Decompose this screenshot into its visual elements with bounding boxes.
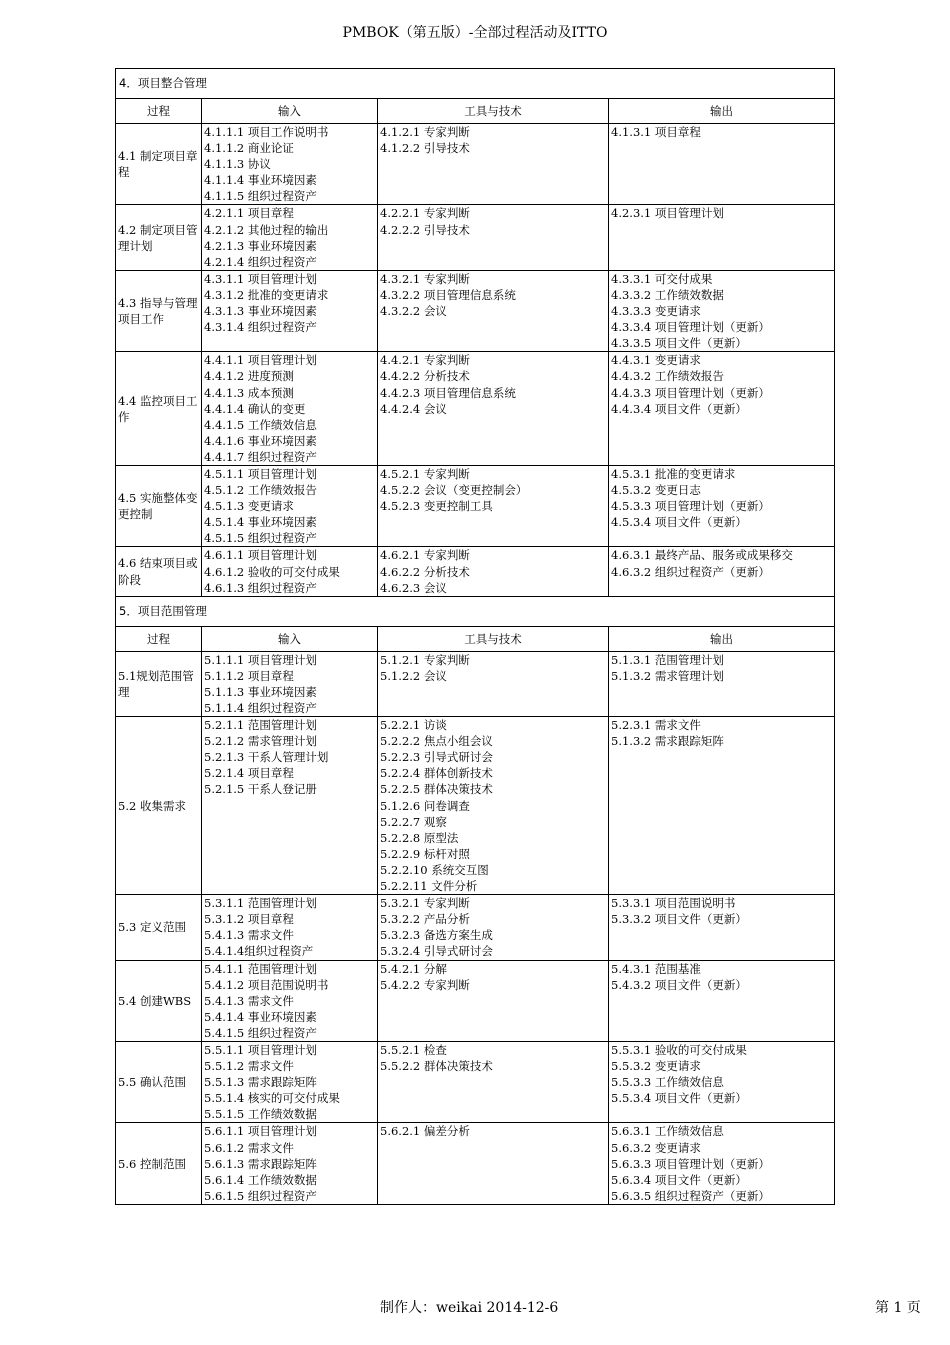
input-item: 4.3.1.2 批准的变更请求 <box>204 287 329 302</box>
table-row <box>116 547 835 596</box>
page-title: PMBOK（第五版）-全部过程活动及ITTO <box>342 25 608 41</box>
inputs-cell <box>202 895 378 960</box>
input-item: 5.6.1.2 需求文件 <box>204 1140 294 1155</box>
tools-cell <box>378 205 609 270</box>
header-outputs: 输出 <box>609 99 835 124</box>
tools-cell <box>378 960 609 1041</box>
tool-item: 5.6.2.1 偏差分析 <box>380 1124 470 1139</box>
table-row <box>116 465 835 546</box>
input-item: 5.5.1.2 需求文件 <box>204 1059 294 1074</box>
input-item: 4.5.1.5 组织过程资产 <box>204 531 317 546</box>
output-item: 4.4.3.1 变更请求 <box>611 353 701 368</box>
table-row <box>116 960 835 1041</box>
header-inputs: 输入 <box>202 99 378 124</box>
input-item: 5.6.1.3 需求跟踪矩阵 <box>204 1156 317 1171</box>
input-item: 5.1.1.3 事业环境因素 <box>204 684 317 699</box>
input-item: 5.2.1.5 干系人登记册 <box>204 782 317 797</box>
tool-item: 5.2.2.2 焦点小组会议 <box>380 734 493 749</box>
inputs-cell <box>202 1041 378 1122</box>
tool-item: 4.3.2.2 会议 <box>380 304 447 319</box>
input-item: 4.5.1.1 项目管理计划 <box>204 466 317 481</box>
input-item: 4.2.1.2 其他过程的输出 <box>204 222 329 237</box>
table-row <box>116 352 835 466</box>
process-cell: 4.4 监控项目工作 <box>116 352 202 466</box>
tool-item: 5.2.2.7 观察 <box>380 814 447 829</box>
tools-cell <box>378 1041 609 1122</box>
output-item: 4.3.3.5 项目文件（更新） <box>611 336 747 351</box>
tool-item: 4.3.2.2 项目管理信息系统 <box>380 287 516 302</box>
input-item: 4.4.1.2 进度预测 <box>204 369 294 384</box>
tool-item: 4.4.2.3 项目管理信息系统 <box>380 385 516 400</box>
output-item: 5.6.3.5 组织过程资产（更新） <box>611 1188 770 1203</box>
outputs-cell <box>609 205 835 270</box>
process-cell: 4.6 结束项目或阶段 <box>116 547 202 596</box>
input-item: 4.1.1.3 协议 <box>204 157 271 172</box>
output-item: 4.5.3.3 项目管理计划（更新） <box>611 499 770 514</box>
tool-item: 4.6.2.1 专家判断 <box>380 548 470 563</box>
outputs-cell <box>609 960 835 1041</box>
input-item: 5.6.1.5 组织过程资产 <box>204 1188 317 1203</box>
output-item: 5.3.3.1 项目范围说明书 <box>611 896 736 911</box>
input-item: 4.5.1.2 工作绩效报告 <box>204 483 317 498</box>
output-item: 4.5.3.2 变更日志 <box>611 483 701 498</box>
tools-cell <box>378 465 609 546</box>
outputs-cell <box>609 270 835 351</box>
table-row <box>116 124 835 205</box>
inputs-cell <box>202 205 378 270</box>
input-item: 4.1.1.5 组织过程资产 <box>204 189 317 204</box>
process-cell: 5.3 定义范围 <box>116 895 202 960</box>
input-item: 5.3.1.2 项目章程 <box>204 912 294 927</box>
tool-item: 4.2.2.1 专家判断 <box>380 206 470 221</box>
input-item: 5.1.1.1 项目管理计划 <box>204 652 317 667</box>
header-process: 过程 <box>116 99 202 124</box>
section-row <box>116 596 835 626</box>
output-item: 5.5.3.2 变更请求 <box>611 1059 701 1074</box>
tool-item: 4.2.2.2 引导技术 <box>380 222 470 237</box>
outputs-cell <box>609 124 835 205</box>
outputs-cell <box>609 1123 835 1204</box>
tool-item: 5.3.2.2 产品分析 <box>380 912 470 927</box>
table-row <box>116 1123 835 1204</box>
input-item: 4.2.1.3 事业环境因素 <box>204 238 317 253</box>
tool-item: 4.4.2.4 会议 <box>380 401 447 416</box>
tool-item: 4.1.2.1 专家判断 <box>380 125 470 139</box>
input-item: 5.5.1.3 需求跟踪矩阵 <box>204 1075 317 1090</box>
process-cell: 5.2 收集需求 <box>116 717 202 895</box>
tool-item: 4.6.2.2 分析技术 <box>380 564 470 579</box>
table-row <box>116 1041 835 1122</box>
input-item: 5.4.1.3 需求文件 <box>204 993 294 1008</box>
input-item: 4.1.1.4 事业环境因素 <box>204 173 317 188</box>
output-item: 5.5.3.3 工作绩效信息 <box>611 1075 724 1090</box>
outputs-cell <box>609 465 835 546</box>
inputs-cell <box>202 124 378 205</box>
tools-cell <box>378 547 609 596</box>
input-item: 5.4.1.2 项目范围说明书 <box>204 977 329 992</box>
input-item: 4.3.1.1 项目管理计划 <box>204 271 317 286</box>
tool-item: 5.2.2.4 群体创新技术 <box>380 766 493 781</box>
tool-item: 4.4.2.2 分析技术 <box>380 369 470 384</box>
tool-item: 5.2.2.10 系统交互图 <box>380 862 489 877</box>
outputs-cell <box>609 1041 835 1122</box>
input-item: 4.6.1.3 组织过程资产 <box>204 580 317 595</box>
table-row <box>116 205 835 270</box>
input-item: 5.4.1.4 事业环境因素 <box>204 1009 317 1024</box>
input-item: 5.3.1.1 范围管理计划 <box>204 896 317 911</box>
output-item: 5.1.3.2 需求跟踪矩阵 <box>611 734 724 749</box>
inputs-cell <box>202 352 378 466</box>
table-row <box>116 895 835 960</box>
output-item: 4.3.3.4 项目管理计划（更新） <box>611 320 770 335</box>
tool-item: 5.5.2.1 检查 <box>380 1042 447 1057</box>
tool-item: 5.3.2.1 专家判断 <box>380 896 470 911</box>
tools-cell <box>378 717 609 895</box>
outputs-cell <box>609 717 835 895</box>
output-item: 4.3.3.1 可交付成果 <box>611 271 713 286</box>
output-item: 5.6.3.3 项目管理计划（更新） <box>611 1156 770 1171</box>
input-item: 4.5.1.4 事业环境因素 <box>204 515 317 530</box>
header-row <box>116 626 835 651</box>
tool-item: 5.2.2.5 群体决策技术 <box>380 782 493 797</box>
output-item: 4.6.3.2 组织过程资产（更新） <box>611 564 770 579</box>
outputs-cell <box>609 651 835 716</box>
output-item: 5.6.3.1 工作绩效信息 <box>611 1124 724 1139</box>
page-number: 第 1 页 <box>875 1300 921 1316</box>
output-item: 5.5.3.1 验收的可交付成果 <box>611 1042 747 1057</box>
output-item: 4.6.3.1 最终产品、服务或成果移交 <box>611 548 793 563</box>
input-item: 5.2.1.3 干系人管理计划 <box>204 750 329 765</box>
input-item: 4.2.1.1 项目章程 <box>204 206 294 221</box>
output-item: 4.5.3.4 项目文件（更新） <box>611 515 747 530</box>
header-tools: 工具与技术 <box>378 99 609 124</box>
input-item: 4.1.1.1 项目工作说明书 <box>204 125 329 139</box>
tool-item: 5.2.2.9 标杆对照 <box>380 846 470 861</box>
tool-item: 4.4.2.1 专家判断 <box>380 353 470 368</box>
tools-cell <box>378 651 609 716</box>
output-item: 5.1.3.2 需求管理计划 <box>611 668 724 683</box>
input-item: 4.3.1.4 组织过程资产 <box>204 320 317 335</box>
tools-cell <box>378 124 609 205</box>
input-item: 4.3.1.3 事业环境因素 <box>204 304 317 319</box>
process-cell: 4.2 制定项目管理计划 <box>116 205 202 270</box>
input-item: 4.4.1.6 事业环境因素 <box>204 433 317 448</box>
input-item: 4.4.1.5 工作绩效信息 <box>204 417 317 432</box>
tool-item: 4.1.2.2 引导技术 <box>380 141 470 156</box>
inputs-cell <box>202 465 378 546</box>
inputs-cell <box>202 1123 378 1204</box>
inputs-cell <box>202 717 378 895</box>
input-item: 4.6.1.1 项目管理计划 <box>204 548 317 563</box>
input-item: 5.4.1.1 范围管理计划 <box>204 961 317 976</box>
output-item: 4.4.3.3 项目管理计划（更新） <box>611 385 770 400</box>
input-item: 5.4.1.3 需求文件 <box>204 928 294 943</box>
inputs-cell <box>202 960 378 1041</box>
output-item: 4.5.3.1 批准的变更请求 <box>611 466 736 481</box>
tool-item: 4.5.2.3 变更控制工具 <box>380 499 493 514</box>
tool-item: 5.1.2.6 问卷调查 <box>380 798 470 813</box>
inputs-cell <box>202 270 378 351</box>
process-cell: 4.1 制定项目章程 <box>116 124 202 205</box>
input-item: 4.4.1.4 确认的变更 <box>204 401 306 416</box>
itto-table <box>115 68 835 1205</box>
process-cell: 5.1规划范围管理 <box>116 651 202 716</box>
header-row <box>116 99 835 124</box>
table-row <box>116 717 835 895</box>
input-item: 5.4.1.5 组织过程资产 <box>204 1025 317 1040</box>
input-item: 5.4.1.4组织过程资产 <box>204 944 314 959</box>
input-item: 5.5.1.5 工作绩效数据 <box>204 1107 317 1122</box>
tool-item: 4.5.2.2 会议（变更控制会） <box>380 483 528 498</box>
tool-item: 5.2.2.8 原型法 <box>380 830 459 845</box>
table-row <box>116 651 835 716</box>
process-cell: 5.4 创建WBS <box>116 960 202 1041</box>
header-tools: 工具与技术 <box>378 626 609 651</box>
input-item: 4.4.1.3 成本预测 <box>204 385 294 400</box>
input-item: 5.2.1.2 需求管理计划 <box>204 734 317 749</box>
tool-item: 5.1.2.2 会议 <box>380 668 447 683</box>
footer-author: 制作人：weikai 2014-12-6 <box>380 1300 559 1316</box>
input-item: 5.1.1.4 组织过程资产 <box>204 701 317 715</box>
output-item: 4.3.3.3 变更请求 <box>611 304 701 319</box>
output-item: 5.1.3.1 范围管理计划 <box>611 652 724 667</box>
output-item: 5.3.3.2 项目文件（更新） <box>611 912 747 927</box>
section-title: 5．项目范围管理 <box>116 596 835 626</box>
input-item: 5.2.1.1 范围管理计划 <box>204 718 317 733</box>
output-item: 4.4.3.2 工作绩效报告 <box>611 369 724 384</box>
input-item: 5.6.1.4 工作绩效数据 <box>204 1172 317 1187</box>
table-row <box>116 270 835 351</box>
input-item: 4.2.1.4 组织过程资产 <box>204 254 317 269</box>
process-cell: 5.6 控制范围 <box>116 1123 202 1204</box>
outputs-cell <box>609 352 835 466</box>
input-item: 4.4.1.1 项目管理计划 <box>204 353 317 368</box>
input-item: 5.6.1.1 项目管理计划 <box>204 1124 317 1139</box>
input-item: 5.2.1.4 项目章程 <box>204 766 294 781</box>
output-item: 4.2.3.1 项目管理计划 <box>611 206 724 221</box>
input-item: 5.5.1.1 项目管理计划 <box>204 1042 317 1057</box>
outputs-cell <box>609 895 835 960</box>
tools-cell <box>378 270 609 351</box>
inputs-cell <box>202 651 378 716</box>
input-item: 5.5.1.4 核实的可交付成果 <box>204 1091 340 1106</box>
input-item: 4.4.1.7 组织过程资产 <box>204 449 317 464</box>
output-item: 5.4.3.1 范围基准 <box>611 961 701 976</box>
header-outputs: 输出 <box>609 626 835 651</box>
process-cell: 4.5 实施整体变更控制 <box>116 465 202 546</box>
tool-item: 5.2.2.3 引导式研讨会 <box>380 750 493 765</box>
input-item: 4.5.1.3 变更请求 <box>204 499 294 514</box>
tool-item: 5.4.2.1 分解 <box>380 961 447 976</box>
section-title: 4．项目整合管理 <box>116 69 835 99</box>
tool-item: 5.4.2.2 专家判断 <box>380 977 470 992</box>
header-inputs: 输入 <box>202 626 378 651</box>
tool-item: 5.3.2.3 备选方案生成 <box>380 928 493 943</box>
process-cell: 5.5 确认范围 <box>116 1041 202 1122</box>
tools-cell <box>378 895 609 960</box>
input-item: 4.1.1.2 商业论证 <box>204 141 294 156</box>
output-item: 4.3.3.2 工作绩效数据 <box>611 287 724 302</box>
tool-item: 5.3.2.4 引导式研讨会 <box>380 944 493 959</box>
tool-item: 4.3.2.1 专家判断 <box>380 271 470 286</box>
tool-item: 5.5.2.2 群体决策技术 <box>380 1059 493 1074</box>
output-item: 4.4.3.4 项目文件（更新） <box>611 401 747 416</box>
output-item: 5.6.3.4 项目文件（更新） <box>611 1172 747 1187</box>
header-process: 过程 <box>116 626 202 651</box>
process-cell: 4.3 指导与管理项目工作 <box>116 270 202 351</box>
tool-item: 5.1.2.1 专家判断 <box>380 652 470 667</box>
output-item: 5.5.3.4 项目文件（更新） <box>611 1091 747 1106</box>
inputs-cell <box>202 547 378 596</box>
tool-item: 5.2.2.1 访谈 <box>380 718 447 733</box>
output-item: 5.4.3.2 项目文件（更新） <box>611 977 747 992</box>
tools-cell <box>378 352 609 466</box>
tool-item: 4.6.2.3 会议 <box>380 580 447 595</box>
tools-cell <box>378 1123 609 1204</box>
tool-item: 4.5.2.1 专家判断 <box>380 466 470 481</box>
output-item: 5.2.3.1 需求文件 <box>611 718 701 733</box>
outputs-cell <box>609 547 835 596</box>
input-item: 4.6.1.2 验收的可交付成果 <box>204 564 340 579</box>
output-item: 5.6.3.2 变更请求 <box>611 1140 701 1155</box>
section-row <box>116 69 835 99</box>
output-item: 4.1.3.1 项目章程 <box>611 125 701 139</box>
tool-item: 5.2.2.11 文件分析 <box>380 879 478 894</box>
input-item: 5.1.1.2 项目章程 <box>204 668 294 683</box>
